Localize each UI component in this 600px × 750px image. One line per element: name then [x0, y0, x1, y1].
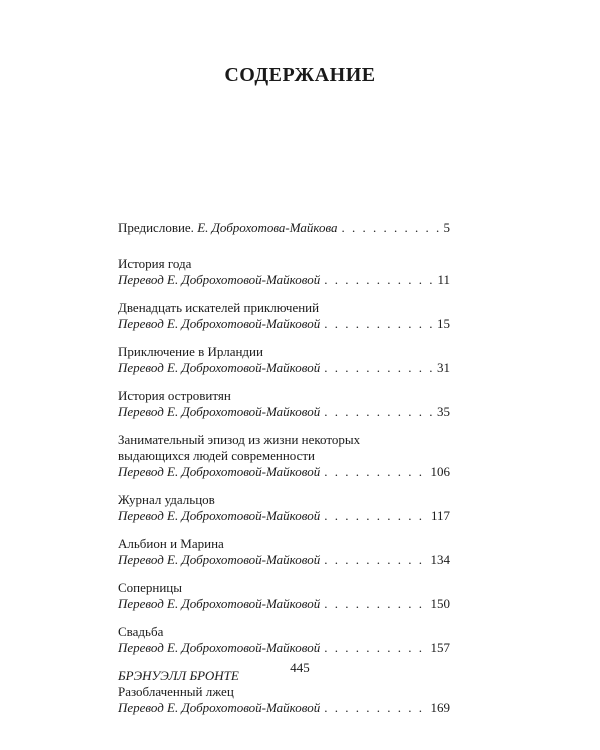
dot-leader — [324, 596, 426, 612]
toc-entry-title: Свадьба — [118, 624, 164, 639]
toc-page-number: 157 — [430, 640, 450, 655]
page-number: 445 — [290, 660, 310, 675]
preface-author: Е. Доброхотова-Майкова — [197, 220, 338, 235]
dot-leader — [324, 272, 433, 288]
dot-leader — [324, 508, 427, 524]
toc-row — [118, 464, 450, 480]
dot-leader — [324, 640, 426, 656]
dot-leader — [324, 316, 433, 332]
toc-translator: Перевод Е. Доброхотовой-Майковой — [118, 272, 321, 287]
toc-page-number: 35 — [437, 404, 450, 419]
toc-translator: Перевод Е. Доброхотовой-Майковой — [118, 640, 321, 655]
toc-page-number: 31 — [437, 360, 450, 375]
dot-leader — [324, 404, 433, 420]
toc-row — [118, 508, 450, 524]
toc-entry-title: Приключение в Ирландии — [118, 344, 263, 359]
toc-entry-title: Альбион и Марина — [118, 536, 224, 551]
toc-translator: Перевод Е. Доброхотовой-Майковой — [118, 552, 321, 567]
toc-entry — [118, 624, 450, 656]
toc-row — [118, 596, 450, 612]
toc-entry — [118, 492, 450, 524]
toc-entry-title: Занимательный эпизод из жизни некоторых — [118, 432, 361, 447]
toc-page-number: 150 — [430, 596, 450, 611]
toc-entry-title: Разоблаченный лжец — [118, 684, 234, 699]
toc-entry-title: Соперницы — [118, 580, 183, 595]
toc-row — [118, 272, 450, 288]
toc-row — [118, 404, 450, 420]
toc-entry-title: История островитян — [118, 388, 231, 403]
dot-leader — [324, 700, 426, 716]
toc-translator: Перевод Е. Доброхотовой-Майковой — [118, 360, 321, 375]
toc-page-number: 11 — [437, 272, 450, 287]
toc-entry — [118, 388, 450, 420]
section-author-heading: БРЭНУЭЛЛ БРОНТЕ — [118, 668, 239, 683]
toc-entry — [118, 536, 450, 568]
toc-entry — [118, 580, 450, 612]
toc-translator: Перевод Е. Доброхотовой-Майковой — [118, 464, 321, 479]
dot-leader — [324, 464, 426, 480]
toc-entry — [118, 344, 450, 376]
toc-entry-preface — [118, 220, 450, 236]
toc-row — [118, 700, 450, 716]
toc-translator: Перевод Е. Доброхотовой-Майковой — [118, 404, 321, 419]
toc-row — [118, 360, 450, 376]
toc-entry-title: Журнал удальцов — [118, 492, 215, 507]
toc-entry-title: История года — [118, 256, 192, 271]
toc-page-number: 169 — [430, 700, 450, 715]
toc-row — [118, 316, 450, 332]
dot-leader — [324, 552, 426, 568]
toc-entry-title: Двенадцать искателей приключений — [118, 300, 320, 315]
toc-row — [118, 640, 450, 656]
toc-page-number: 5 — [443, 220, 450, 235]
toc-page-number: 134 — [430, 552, 450, 567]
toc-translator: Перевод Е. Доброхотовой-Майковой — [118, 508, 321, 523]
toc-entry — [118, 300, 450, 332]
toc-row — [118, 552, 450, 568]
page-title: СОДЕРЖАНИЕ — [224, 64, 376, 86]
toc-translator: Перевод Е. Доброхотовой-Майковой — [118, 700, 321, 715]
toc-translator: Перевод Е. Доброхотовой-Майковой — [118, 596, 321, 611]
toc-page-number: 15 — [437, 316, 450, 331]
dot-leader — [324, 360, 433, 376]
table-of-contents — [118, 220, 450, 728]
toc-entry — [118, 432, 450, 480]
toc-page-number: 117 — [430, 508, 450, 523]
toc-page-number: 106 — [430, 464, 450, 479]
toc-translator: Перевод Е. Доброхотовой-Майковой — [118, 316, 321, 331]
toc-entry — [118, 256, 450, 288]
toc-entry-title-continued: выдающихся людей современности — [118, 448, 316, 463]
toc-row — [118, 220, 450, 236]
dot-leader — [342, 220, 440, 236]
preface-title: Предисловие. — [118, 220, 194, 235]
toc-entry-text — [118, 220, 338, 236]
